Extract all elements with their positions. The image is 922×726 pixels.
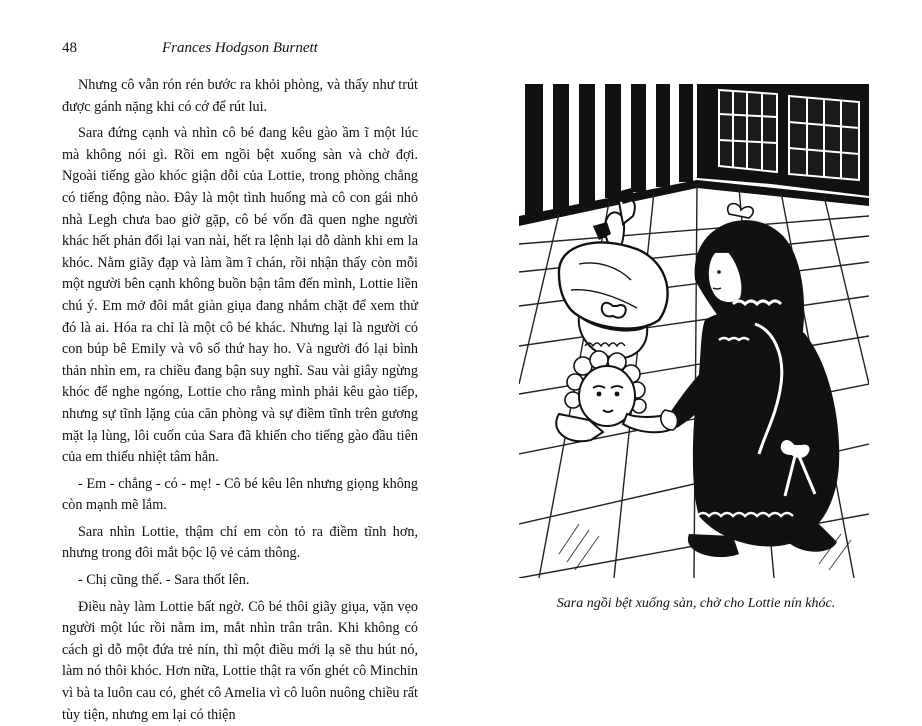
right-page <box>461 0 922 700</box>
paragraph: - Chị cũng thế. - Sara thốt lên. <box>78 572 250 589</box>
illustration-sara-lottie <box>519 84 869 578</box>
paragraph: Nhưng cô vẫn rón rén bước ra khỏi phòng, và thấy như trút được gánh nặng khi có cớ để rút lui. <box>62 77 418 115</box>
wall-stripes <box>519 84 699 216</box>
window <box>719 90 859 180</box>
left-page <box>0 0 461 723</box>
body-text <box>62 75 418 726</box>
running-head: Frances Hodgson Burnett <box>162 40 318 56</box>
paragraph: Sara nhìn Lottie, thậm chí em còn tỏ ra điềm tĩnh hơn, nhưng trong đôi mắt bộc lộ vẻ cảm thông. <box>62 523 418 562</box>
paragraph: - Em - chẳng - có - mẹ! - Cô bé kêu lên nhưng giọng không còn mạnh mẽ lắm. <box>62 475 418 514</box>
illustration-caption: Sara ngồi bệt xuống sàn, chờ cho Lottie nín khóc. <box>556 596 836 611</box>
page-number: 48 <box>62 40 77 56</box>
paragraph: Điều này làm Lottie bất ngờ. Cô bé thôi giãy giụa, vặn vẹo người một lúc rồi nằm im, mắt nhìn trân trân. Khi không có cách gì dỗ một đứa trẻ nín, thì một điều mới lạ sẽ thu hút nó, làm nó thôi khóc. Hơn nữa, Lottie thật ra vốn ghét cô Minchin vì bà ta luôn cau có, ghét cô Amelia vì cô luôn nuông chiều rất tùy tiện, nhưng em lại có thiện <box>62 598 418 723</box>
paragraph: Sara đứng cạnh và nhìn cô bé đang kêu gào ầm ĩ một lúc mà không nói gì. Rồi em ngồi bệt xuống sàn và chờ đợi. Ngoài tiếng gào khóc giận dỗi của Lottie, trong phòng chẳng có tiếng động nào. Đây là một tình huống mà cô con gái nhỏ nhà Legh chưa bao giờ gặp, cô bé vốn đã quen nghe người khác hết phản đối lại van nài, hết ra lệnh lại dỗ dành khi em la khóc. Nằm giãy đạp và làm ầm ĩ chán, rồi nhận thấy còn mỗi một người bên cạnh không buồn bận tâm đến mình, Lottie liền chú ý. Em mở đôi mắt giàn giụa đang nhắm chặt để xem thử đó là ai. Hóa ra chỉ là một cô bé khác. Nhưng lại là người có con búp bê Emily và vô số thứ hay ho. Và người đó lại bình thản nhìn em, ra chiều đang bận suy nghĩ. Sau vài giây ngừng khóc để nghe ngóng, Lottie cho rằng mình phải kêu gào tiếp, nhưng sự tĩnh lặng của căn phòng và sự điềm tĩnh trên gương mặt lạ lùng, lôi cuốn của Sara đã khiến cho tiếng gào đầu tiên của em thiếu nhiệt tâm hẳn. <box>62 125 418 466</box>
